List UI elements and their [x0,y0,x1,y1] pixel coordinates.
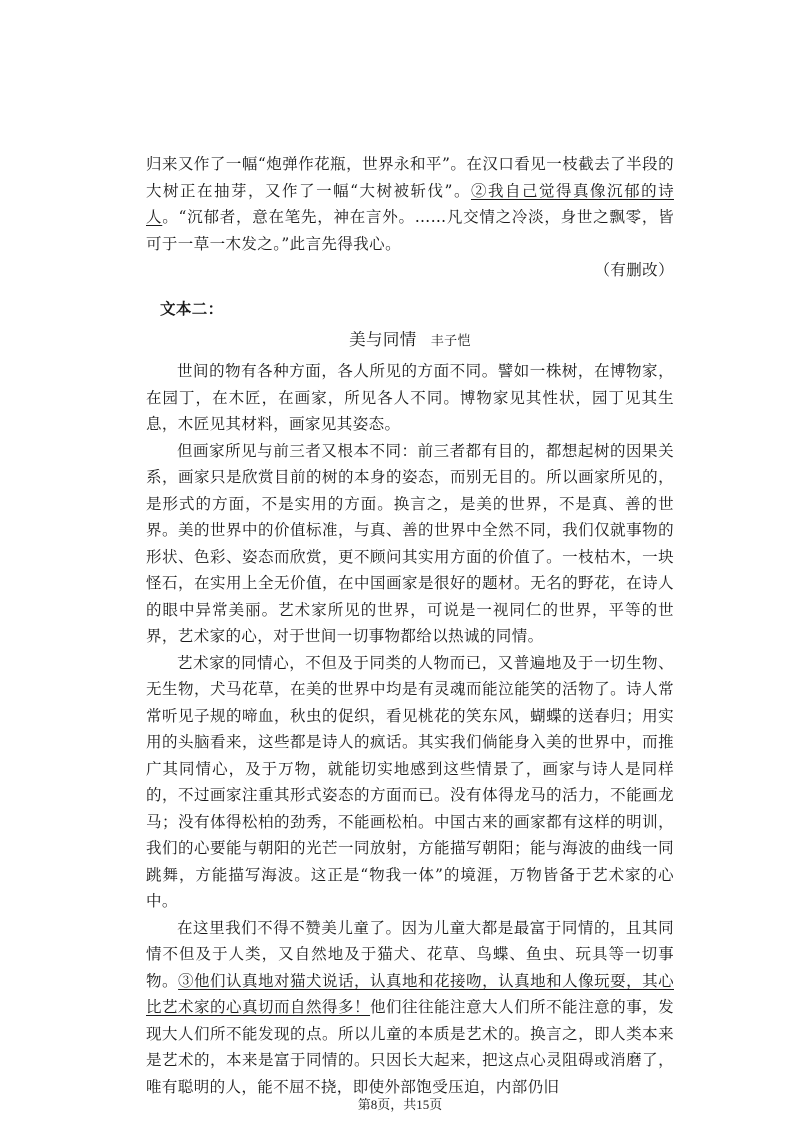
article-title-line [146,326,674,356]
section-label: 文本二： [159,298,224,318]
body-paragraph-2: 但画家所见与前三者又根本不同：前三者都有目的，都想起树的因果关系，画家只是欣赏目前的树的本身的姿态，而别无目的。所以画家所见的，是形式的方面，不是实用的方面。换言之，是美的世界，不是真、善的世界。美的世界中的价值标准，与真、善的世界中全然不同，我们仅就事物的形状、色彩、姿态而欣赏，更不顾问其实用方面的价值了。一枝枯木，一块怪石，在实用上全无价值，在中国画家是很好的题材。无名的野花，在诗人的眼中异常美丽。艺术家所见的世界，可说是一视同仁的世界，平等的世界，艺术家的心，对于世间一切事物都给以热诚的同情。 [146,441,674,645]
article-author: 丰子恺 [430,334,471,349]
intro-paragraph [146,151,674,257]
body-paragraph-1: 世间的物有各种方面，各人所见的方面不同。譬如一株树，在博物家，在园丁，在木匠，在画家，所见各人不同。博物家见其性状，园丁见其生息，木匠见其材料，画家见其姿态。 [146,362,674,433]
page-footer: 第8页，共15页 [357,1097,443,1112]
intro-text: 归来又作了一幅“炮弹作花瓶，世界永和平”。在汉口看见一枝截去了半段的大树正在抽芽，又作了一幅“大树被斩伐”。 [146,155,674,200]
body-paragraph-4 [146,915,674,1101]
underlined-sentence-2: ②我自己觉得真像沉郁的诗人 [146,181,674,226]
body-paragraph-3: 艺术家的同情心，不但及于同类的人物而已，又普遍地及于一切生物、无生物，犬马花草，在美的世界中均是有灵魂而能泣能笑的活物了。诗人常常听见子规的啼血，秋虫的促织，看见桃花的笑东风，蝴蝶的送春归；用实用的头脑看来，这些都是诗人的疯话。其实我们倘能身入美的世界中，而推广其同情心，及于万物，就能切实地感到这些情景了，画家与诗人是同样的，不过画家注重其形式姿态的方面而已。没有体得龙马的活力，不能画龙马；没有体得松柏的劲秀，不能画松柏。中国古来的画家都有这样的明训，我们的心要能与朝阳的光芒一同放射，方能描写朝阳；能与海波的曲线一同跳舞，方能描写海波。这正是“物我一体”的境涯，万物皆备于艺术家的心中。 [146,653,674,910]
document-body [146,151,674,1100]
source-note: （有删改） [594,261,674,279]
intro-text-tail: 。“沉郁者，意在笔先，神在言外。……凡交情之冷淡，身世之飘零，皆可于一草一木发之。”此言先得我心。 [146,208,675,253]
underlined-sentence-3: ③他们认真地对猫犬说话，认真地和花接吻，认真地和人像玩耍，其心比艺术家的心真切而自然得多！ [146,971,674,1016]
article-title: 美与同情 [349,330,417,349]
paragraph-4-text: 在这里我们不得不赞美儿童了。因为儿童大都是最富于同情的，且其同情不但及于人类，又自然地及于猫犬、花草、鸟蝶、鱼虫、玩具等一切事物。 [146,918,674,990]
paragraph-4-tail: 他们往往能注意大人们所不能注意的事，发现大人们所不能发现的点。所以儿童的本质是艺术的。换言之，即人类本来是艺术的，本来是富于同情的。只因长大起来，把这点心灵阻碍或消磨了，唯有聪明的人，能不屈不挠，即使外部饱受压迫，内部仍旧 [146,998,674,1096]
